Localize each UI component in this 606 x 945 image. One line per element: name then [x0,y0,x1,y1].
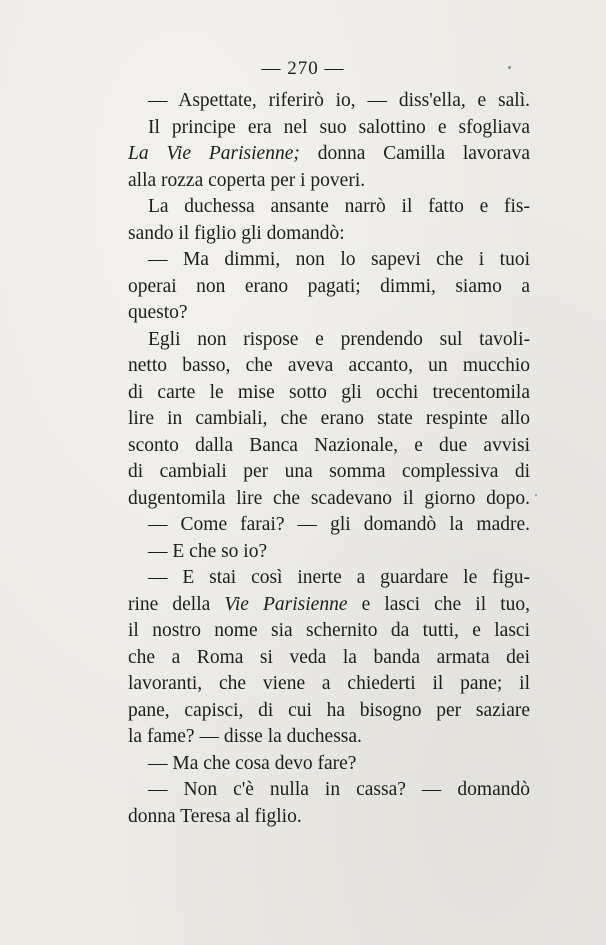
text-line: donna Teresa al figlio. [128,805,302,827]
text-line: — Aspettate, riferirò io, — diss'ella, e salì. [148,90,530,111]
text-line: pane, capisci, di cui ha bisogno per saziare [128,699,530,721]
text-line: — Come farai? — gli domandò la madre. [148,514,530,535]
body-text [128,88,530,830]
text-line: di cambiali per una somma complessiva di [128,461,530,482]
text-line: dugentomila lire che scadevano il giorno dopo. [128,487,530,509]
text-line: — E stai così inerte a guardare le figu- [148,567,530,588]
text-line: la fame? — disse la duchessa. [128,726,362,747]
text-line: questo? [128,302,188,323]
text-line: — Non c'è nulla in cassa? — domandò [148,779,530,800]
text-line: lavoranti, che viene a chiederti il pane; il [128,673,530,694]
text-segment: donna Camilla lavorava [299,143,530,164]
text-line: operai non erano pagati; dimmi, siamo a [128,275,530,297]
page-number: — 270 — [261,58,345,79]
text-line: lire in cambiali, che erano state respinte allo [128,408,530,429]
text-line: che a Roma si veda la banda armata dei [128,646,530,668]
text-line: il nostro nome sia schernito da tutti, e lasci [128,620,530,641]
text-line: — E che so io? [148,540,268,562]
text-line: Il principe era nel suo salottino e sfogliava [148,116,530,138]
paper-speck [535,494,537,496]
text-line: alla rozza coperta per i poveri. [128,169,366,191]
text-line: — Ma dimmi, non lo sapevi che i tuoi [148,249,530,270]
text-line [128,141,530,168]
text-line: La duchessa ansante narrò il fatto e fis- [148,196,530,217]
text-line: sconto dalla Banca Nazionale, e due avvisi [128,434,530,456]
text-segment: rine della [128,593,225,615]
paper-speck [508,66,511,69]
italic-title: La Vie Parisienne; [128,143,300,164]
italic-title: Vie Parisienne [224,593,348,615]
text-line: Egli non rispose e prendendo sul tavoli- [148,328,530,350]
text-line: netto basso, che aveva accanto, un mucchio [128,355,530,376]
text-line: sando il figlio gli domandò: [128,222,345,244]
text-line: — Ma che cosa devo fare? [148,752,357,774]
text-segment: e lasci che il tuo, [347,593,530,615]
text-line: di carte le mise sotto gli occhi trecentomila [128,381,530,403]
text-line [128,592,530,619]
